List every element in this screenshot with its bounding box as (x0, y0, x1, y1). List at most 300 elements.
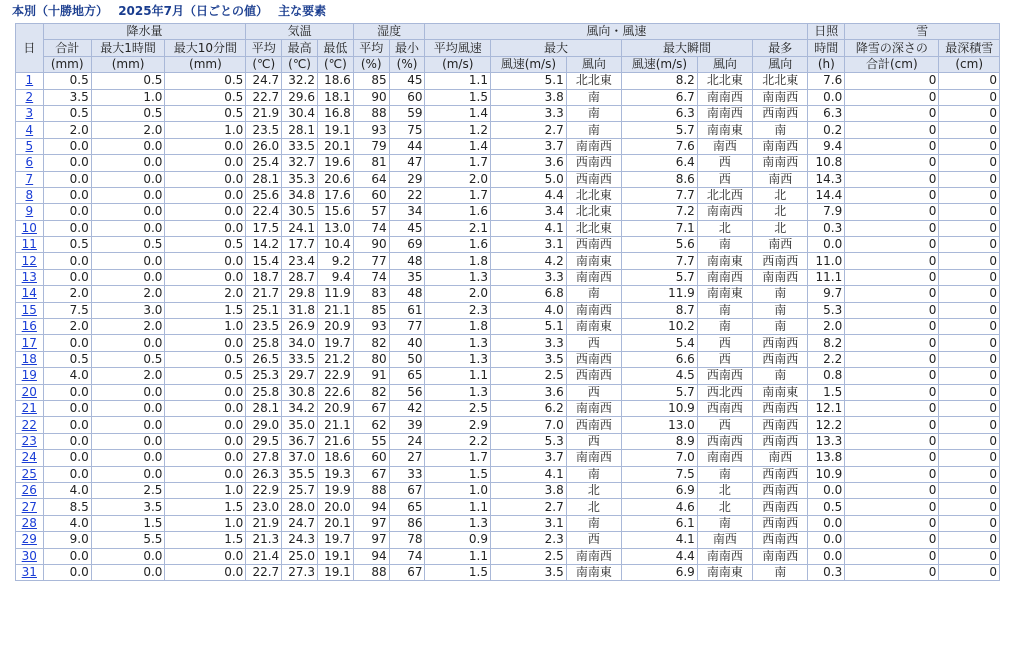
table-cell: 南南西 (566, 269, 621, 285)
table-cell: 0 (939, 302, 1000, 318)
table-cell: 25.6 (246, 187, 282, 203)
table-cell: 南 (697, 319, 752, 335)
table-cell: 82 (353, 335, 389, 351)
day-link[interactable]: 16 (21, 319, 37, 334)
table-cell: 西南西 (566, 351, 621, 367)
day-link[interactable]: 26 (21, 483, 37, 498)
header-hum-min: 最小 (389, 40, 425, 56)
table-cell: 2.0 (91, 122, 165, 138)
table-row (16, 417, 1000, 433)
table-cell: 23.4 (282, 253, 318, 269)
table-cell: 0 (939, 73, 1000, 89)
unit-precip-1h: (mm) (91, 56, 165, 72)
table-cell: 0.5 (43, 351, 91, 367)
table-cell: 12.1 (808, 400, 845, 416)
table-cell: 0.0 (43, 564, 91, 580)
table-cell: 6.7 (622, 89, 698, 105)
table-cell: 29.0 (246, 417, 282, 433)
table-cell: 西南西 (697, 400, 752, 416)
table-cell: 33.5 (282, 138, 318, 154)
day-cell (16, 253, 44, 269)
day-link[interactable]: 3 (25, 106, 34, 121)
table-cell: 0 (939, 515, 1000, 531)
table-cell: 2.0 (808, 319, 845, 335)
table-cell: 0.5 (165, 89, 246, 105)
table-cell: 北北東 (697, 73, 752, 89)
table-cell: 0 (845, 351, 939, 367)
table-cell: 1.1 (425, 548, 491, 564)
table-cell: 42 (389, 400, 425, 416)
table-cell: 0 (845, 400, 939, 416)
day-cell (16, 302, 44, 318)
table-cell: 17.7 (282, 237, 318, 253)
table-cell: 0.5 (43, 73, 91, 89)
table-cell: 21.6 (317, 433, 353, 449)
day-cell (16, 548, 44, 564)
table-cell: 0 (939, 253, 1000, 269)
table-cell: 2.2 (808, 351, 845, 367)
table-cell: 75 (389, 122, 425, 138)
table-cell: 0 (939, 400, 1000, 416)
table-cell: 21.2 (317, 351, 353, 367)
day-link[interactable]: 30 (21, 548, 37, 563)
table-cell: 0.0 (165, 548, 246, 564)
table-cell: 11.1 (808, 269, 845, 285)
table-cell: 28.7 (282, 269, 318, 285)
table-cell: 3.8 (491, 89, 567, 105)
table-cell: 南南西 (566, 302, 621, 318)
table-cell: 20.1 (317, 138, 353, 154)
table-cell: 0 (845, 548, 939, 564)
day-cell (16, 335, 44, 351)
table-cell: 南西 (753, 171, 808, 187)
table-cell: 4.1 (491, 466, 567, 482)
table-cell: 西 (697, 335, 752, 351)
header-hum-avg: 平均 (353, 40, 389, 56)
table-cell: 0.0 (165, 400, 246, 416)
day-cell (16, 187, 44, 203)
header-day: 日 (16, 24, 44, 73)
day-link[interactable]: 10 (21, 220, 37, 235)
day-cell (16, 384, 44, 400)
day-link[interactable]: 4 (25, 122, 34, 137)
day-link[interactable]: 15 (21, 302, 37, 317)
day-link[interactable]: 2 (25, 89, 34, 104)
table-cell: 20.9 (317, 319, 353, 335)
subheader-max-dir: 風向 (566, 56, 621, 72)
table-cell: 2.5 (491, 368, 567, 384)
table-cell: 60 (353, 450, 389, 466)
table-cell: 86 (389, 515, 425, 531)
table-cell: 25.8 (246, 335, 282, 351)
table-cell: 1.0 (165, 515, 246, 531)
table-cell: 20.0 (317, 499, 353, 515)
table-cell: 25.0 (282, 548, 318, 564)
day-link[interactable]: 17 (21, 335, 37, 350)
table-cell: 11.0 (808, 253, 845, 269)
table-cell: 20.9 (317, 400, 353, 416)
table-cell: 24.3 (282, 532, 318, 548)
table-cell: 4.4 (491, 187, 567, 203)
table-cell: 5.6 (622, 237, 698, 253)
table-cell: 0 (845, 564, 939, 580)
table-row (16, 138, 1000, 154)
table-cell: 8.9 (622, 433, 698, 449)
daily-weather-table (15, 23, 1000, 581)
table-cell: 85 (353, 302, 389, 318)
subheader-most-dir: 風向 (753, 56, 808, 72)
table-cell: 0.0 (808, 548, 845, 564)
table-cell: 0.0 (165, 564, 246, 580)
table-cell: 北北東 (566, 220, 621, 236)
day-link[interactable]: 25 (21, 466, 37, 481)
table-row (16, 220, 1000, 236)
table-cell: 0.0 (43, 155, 91, 171)
table-cell: 0 (845, 237, 939, 253)
table-cell: 0.0 (43, 466, 91, 482)
day-cell (16, 73, 44, 89)
day-link[interactable]: 12 (21, 253, 37, 268)
table-cell: 0 (845, 384, 939, 400)
day-link[interactable]: 31 (21, 565, 37, 580)
table-cell: 0 (939, 155, 1000, 171)
day-link[interactable]: 9 (25, 204, 34, 219)
table-cell: 33 (389, 466, 425, 482)
table-cell: 10.8 (808, 155, 845, 171)
header-wind: 風向・風速 (425, 24, 808, 40)
table-cell: 5.7 (622, 269, 698, 285)
table-cell: 0.0 (43, 450, 91, 466)
table-cell: 6.8 (491, 286, 567, 302)
day-link[interactable]: 28 (21, 515, 37, 530)
table-cell: 西 (697, 171, 752, 187)
table-cell: 北 (697, 482, 752, 498)
table-cell: 0.0 (43, 384, 91, 400)
table-cell: 0.0 (91, 400, 165, 416)
table-cell: 0.0 (91, 155, 165, 171)
day-link[interactable]: 22 (21, 417, 37, 432)
table-cell: 33.5 (282, 351, 318, 367)
table-cell: 35.0 (282, 417, 318, 433)
table-cell: 57 (353, 204, 389, 220)
table-cell: 1.5 (165, 302, 246, 318)
day-link[interactable]: 20 (21, 384, 37, 399)
table-cell: 6.4 (622, 155, 698, 171)
unit-sun-hours: (h) (808, 56, 845, 72)
day-link[interactable]: 18 (21, 352, 37, 366)
table-cell: 北 (697, 220, 752, 236)
table-cell: 14.2 (246, 237, 282, 253)
table-cell: 7.5 (43, 302, 91, 318)
day-cell (16, 368, 44, 384)
table-cell: 88 (353, 564, 389, 580)
table-cell: 0.0 (91, 269, 165, 285)
table-cell: 79 (353, 138, 389, 154)
table-row (16, 499, 1000, 515)
table-cell: 5.3 (808, 302, 845, 318)
table-cell: 0 (939, 89, 1000, 105)
table-cell: 24.7 (246, 73, 282, 89)
table-cell: 25.4 (246, 155, 282, 171)
table-cell: 1.3 (425, 384, 491, 400)
table-cell: 0 (845, 253, 939, 269)
table-cell: 4.6 (622, 499, 698, 515)
table-row (16, 400, 1000, 416)
table-cell: 35 (389, 269, 425, 285)
table-cell: 1.5 (808, 384, 845, 400)
table-cell: 2.0 (91, 368, 165, 384)
table-row (16, 319, 1000, 335)
table-cell: 0 (939, 368, 1000, 384)
table-cell: 6.6 (622, 351, 698, 367)
table-cell: 81 (353, 155, 389, 171)
table-cell: 6.1 (622, 515, 698, 531)
table-cell: 0 (939, 433, 1000, 449)
day-link[interactable]: 14 (21, 286, 37, 301)
table-cell: 4.0 (491, 302, 567, 318)
table-cell: 85 (353, 73, 389, 89)
table-cell: 5.7 (622, 122, 698, 138)
table-cell: 南 (566, 105, 621, 121)
table-cell: 1.3 (425, 269, 491, 285)
table-cell: 0.0 (91, 204, 165, 220)
table-cell: 7.7 (622, 187, 698, 203)
table-cell: 南南西 (697, 105, 752, 121)
table-cell: 22.7 (246, 564, 282, 580)
table-cell: 60 (389, 89, 425, 105)
table-cell: 0.0 (165, 171, 246, 187)
table-cell: 3.5 (491, 564, 567, 580)
table-row (16, 253, 1000, 269)
table-cell: 65 (389, 499, 425, 515)
table-cell: 0.0 (91, 433, 165, 449)
table-cell: 0.5 (91, 237, 165, 253)
table-cell: 9.2 (317, 253, 353, 269)
table-cell: 29 (389, 171, 425, 187)
table-cell: 1.8 (425, 253, 491, 269)
table-cell: 91 (353, 368, 389, 384)
table-cell: 4.0 (43, 515, 91, 531)
header-precip-1h: 最大1時間 (91, 40, 165, 56)
table-cell: 1.0 (165, 482, 246, 498)
table-cell: 69 (389, 237, 425, 253)
day-link[interactable]: 7 (25, 171, 34, 186)
table-cell: 0 (845, 286, 939, 302)
table-cell: 19.9 (317, 482, 353, 498)
table-cell: 3.4 (491, 204, 567, 220)
table-cell: 78 (389, 532, 425, 548)
table-cell: 12.2 (808, 417, 845, 433)
table-cell: 0.5 (91, 105, 165, 121)
table-cell: 西南西 (753, 433, 808, 449)
table-cell: 7.0 (491, 417, 567, 433)
table-row (16, 515, 1000, 531)
table-cell: 7.9 (808, 204, 845, 220)
table-cell: 南 (566, 286, 621, 302)
table-cell: 0.0 (43, 433, 91, 449)
page-title (0, 0, 1024, 22)
day-link[interactable]: 24 (21, 450, 37, 465)
table-cell: 15.4 (246, 253, 282, 269)
table-cell: 8.2 (622, 73, 698, 89)
table-cell: 9.0 (43, 532, 91, 548)
table-cell: 34 (389, 204, 425, 220)
table-cell: 北北東 (566, 187, 621, 203)
table-cell: 26.3 (246, 466, 282, 482)
table-cell: 南南西 (566, 138, 621, 154)
subheader-gust-speed: 風速(m/s) (622, 56, 698, 72)
table-cell: 南南西 (566, 400, 621, 416)
table-cell: 南 (753, 286, 808, 302)
table-cell: 0.0 (91, 384, 165, 400)
table-cell: 3.3 (491, 269, 567, 285)
table-cell: 29.7 (282, 368, 318, 384)
table-cell: 西 (697, 417, 752, 433)
day-cell (16, 466, 44, 482)
table-cell: 31.8 (282, 302, 318, 318)
table-cell: 11.9 (317, 286, 353, 302)
table-cell: 30.5 (282, 204, 318, 220)
table-cell: 21.4 (246, 548, 282, 564)
table-cell: 西 (566, 335, 621, 351)
table-cell: 南 (566, 515, 621, 531)
table-cell: 64 (353, 171, 389, 187)
table-cell: 0 (939, 335, 1000, 351)
table-cell: 南 (697, 515, 752, 531)
table-cell: 西南西 (566, 417, 621, 433)
table-cell: 3.0 (91, 302, 165, 318)
table-cell: 1.8 (425, 319, 491, 335)
table-cell: 25.3 (246, 368, 282, 384)
table-cell: 77 (353, 253, 389, 269)
table-cell: 0 (939, 319, 1000, 335)
table-cell: 21.1 (317, 302, 353, 318)
day-link[interactable]: 21 (21, 401, 37, 416)
table-row (16, 384, 1000, 400)
table-cell: 北北東 (566, 204, 621, 220)
table-cell: 0.0 (165, 204, 246, 220)
table-cell: 0.5 (91, 351, 165, 367)
table-cell: 65 (389, 368, 425, 384)
table-cell: 2.0 (43, 286, 91, 302)
table-cell: 南南西 (697, 450, 752, 466)
table-cell: 21.1 (317, 417, 353, 433)
table-cell: 6.2 (491, 400, 567, 416)
table-cell: 2.7 (491, 499, 567, 515)
table-cell: 7.0 (622, 450, 698, 466)
table-cell: 0.0 (43, 400, 91, 416)
table-cell: 10.9 (622, 400, 698, 416)
table-cell: 0.0 (91, 450, 165, 466)
table-cell: 0 (845, 466, 939, 482)
table-cell: 西 (697, 155, 752, 171)
table-cell: 5.4 (622, 335, 698, 351)
table-row (16, 482, 1000, 498)
table-cell: 6.3 (808, 105, 845, 121)
day-link[interactable]: 6 (25, 155, 34, 170)
table-cell: 5.3 (491, 433, 567, 449)
table-cell: 6.9 (622, 564, 698, 580)
table-cell: 90 (353, 237, 389, 253)
table-cell: 17.5 (246, 220, 282, 236)
table-cell: 17.6 (317, 187, 353, 203)
table-cell: 25.7 (282, 482, 318, 498)
table-cell: 南南西 (697, 89, 752, 105)
table-row (16, 466, 1000, 482)
table-cell: 9.7 (808, 286, 845, 302)
table-cell: 南 (753, 319, 808, 335)
table-row (16, 433, 1000, 449)
table-cell: 南南西 (753, 138, 808, 154)
table-cell: 1.7 (425, 155, 491, 171)
table-cell: 67 (353, 466, 389, 482)
table-cell: 0 (845, 155, 939, 171)
table-cell: 7.1 (622, 220, 698, 236)
day-link[interactable]: 1 (25, 73, 34, 88)
table-cell: 西南西 (697, 368, 752, 384)
day-link[interactable]: 13 (21, 270, 37, 285)
header-precip-total: 合計 (43, 40, 91, 56)
day-cell (16, 237, 44, 253)
table-body (16, 73, 1000, 581)
table-cell: 40 (389, 335, 425, 351)
table-cell: 1.6 (425, 204, 491, 220)
table-cell: 0 (939, 450, 1000, 466)
table-cell: 9.4 (317, 269, 353, 285)
table-cell: 南 (753, 368, 808, 384)
table-cell: 0 (845, 335, 939, 351)
table-cell: 1.7 (425, 450, 491, 466)
day-link[interactable]: 5 (25, 138, 34, 153)
table-cell: 0 (939, 564, 1000, 580)
table-cell: 1.0 (91, 89, 165, 105)
table-cell: 0.0 (165, 466, 246, 482)
title-period: 2025年7月（日ごとの値） (118, 4, 268, 18)
table-cell: 27.8 (246, 450, 282, 466)
day-link[interactable]: 19 (21, 368, 37, 383)
table-cell: 2.0 (43, 319, 91, 335)
day-link[interactable]: 11 (21, 237, 37, 252)
table-cell: 南南西 (566, 450, 621, 466)
table-cell: 0 (939, 269, 1000, 285)
table-cell: 28.1 (246, 171, 282, 187)
day-link[interactable]: 27 (21, 499, 37, 514)
day-link[interactable]: 23 (21, 433, 37, 448)
table-cell: 南 (753, 302, 808, 318)
table-cell: 97 (353, 532, 389, 548)
day-link[interactable]: 29 (21, 532, 37, 547)
table-cell: 西南西 (753, 253, 808, 269)
table-row (16, 155, 1000, 171)
table-cell: 3.3 (491, 335, 567, 351)
day-cell (16, 417, 44, 433)
table-cell: 0.0 (91, 187, 165, 203)
table-cell: 44 (389, 138, 425, 154)
table-cell: 22.9 (317, 368, 353, 384)
table-cell: 西南西 (753, 351, 808, 367)
day-link[interactable]: 8 (25, 188, 34, 203)
table-row (16, 269, 1000, 285)
table-cell: 62 (353, 417, 389, 433)
table-cell: 0 (939, 532, 1000, 548)
day-cell (16, 204, 44, 220)
table-cell: 1.3 (425, 335, 491, 351)
table-cell: 9.4 (808, 138, 845, 154)
header-temp-max: 最高 (282, 40, 318, 56)
table-cell: 0 (939, 417, 1000, 433)
table-cell: 48 (389, 253, 425, 269)
table-cell: 22.9 (246, 482, 282, 498)
